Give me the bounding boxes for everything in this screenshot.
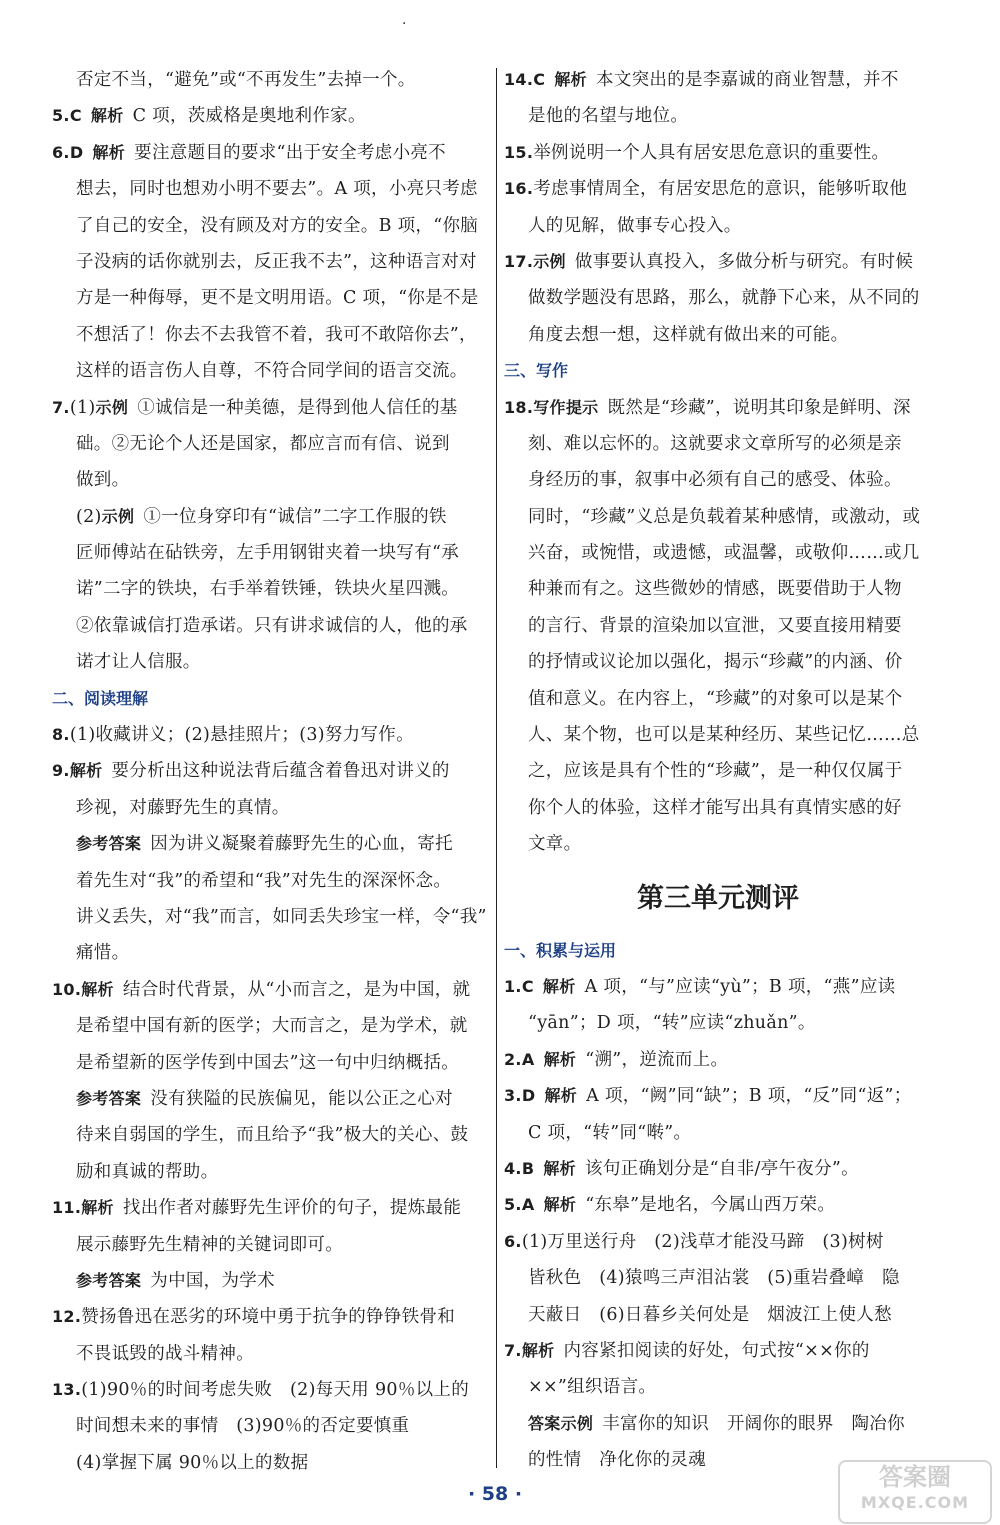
line-text: 是他的名望与地位。 bbox=[528, 106, 689, 127]
text-line bbox=[504, 681, 932, 717]
line-text: 值和意义。在内容上，“珍藏”的对象可以是某个 bbox=[528, 688, 903, 709]
text-line bbox=[52, 608, 488, 644]
question-number: 7. bbox=[52, 397, 70, 417]
line-text: 着先生对“我”的希望和“我”对先生的深深怀念。 bbox=[76, 870, 452, 891]
text-line bbox=[52, 972, 488, 1008]
section-heading: 二、阅读理解 bbox=[52, 688, 149, 708]
line-text: 考虑事情周全，有居安思危的意识，能够听取他 bbox=[533, 179, 908, 200]
line-text: 诺”二字的铁块，右手举着铁锤，铁块火星四溅。 bbox=[76, 579, 460, 600]
text-line bbox=[504, 826, 932, 862]
question-number: 17. bbox=[504, 251, 534, 271]
answer-letter: A bbox=[521, 1049, 535, 1069]
text-line bbox=[52, 1081, 488, 1117]
text-line bbox=[52, 1008, 488, 1044]
question-number: 7. bbox=[504, 1340, 522, 1360]
line-text: 既然是“珍藏”，说明其印象是鲜明、深 bbox=[607, 397, 911, 418]
text-line bbox=[52, 1154, 488, 1190]
line-text: ①一位身穿印有“诚信”二字工作服的铁 bbox=[143, 506, 447, 527]
keyword-label: 答案示例 bbox=[528, 1413, 594, 1433]
keyword-label: 解析 bbox=[543, 1195, 577, 1215]
text-line bbox=[504, 1224, 932, 1260]
text-line bbox=[52, 1263, 488, 1299]
text-line bbox=[52, 1299, 488, 1335]
text-line bbox=[52, 1190, 488, 1226]
line-text: 的性情 净化你的灵魂 bbox=[528, 1450, 706, 1471]
line-text: 兴奋，或惋惜，或遗憾，或温馨，或敬仰……或几 bbox=[528, 543, 920, 564]
question-number: 15. bbox=[504, 142, 534, 162]
keyword-label: 解析 bbox=[554, 70, 587, 89]
text-line bbox=[52, 644, 488, 680]
text-line bbox=[504, 1005, 932, 1041]
text-line bbox=[52, 390, 488, 426]
watermark-text: 答案圈 bbox=[879, 1463, 951, 1491]
keyword-label: 解析 bbox=[69, 761, 103, 781]
keyword-label: 写作提示 bbox=[533, 397, 599, 417]
text-line bbox=[504, 608, 932, 644]
line-text: 找出作者对藤野先生评价的句子，提炼最能 bbox=[122, 1198, 462, 1219]
line-text: 展示藤野先生精神的关键词即可。 bbox=[76, 1234, 343, 1255]
text-line bbox=[504, 644, 932, 680]
text-line bbox=[504, 244, 932, 280]
question-number: 9. bbox=[52, 761, 70, 781]
line-text: 不畏诋毁的战斗精神。 bbox=[76, 1343, 254, 1364]
left-column bbox=[52, 62, 488, 1481]
line-text: 的言行、背景的渲染加以宣泄，又要直接用精要 bbox=[528, 615, 902, 636]
text-line bbox=[504, 98, 932, 134]
line-text: C 项，“转”同“啭”。 bbox=[528, 1122, 692, 1143]
line-text: 之，应该是具有个性的“珍藏”，是一种仅仅属于 bbox=[528, 761, 903, 782]
line-text: 你个人的体验，这样才能写出具有真情实感的好 bbox=[528, 797, 902, 818]
text-line bbox=[504, 1042, 932, 1078]
answer-letter: A bbox=[521, 1195, 535, 1215]
line-text: A 项，“阙”同“缺”；B 项，“反”同“返”； bbox=[586, 1086, 912, 1107]
line-text: ××”组织语言。 bbox=[528, 1377, 657, 1398]
text-line bbox=[52, 1227, 488, 1263]
line-text: 人的见解，做事专心投入。 bbox=[528, 215, 742, 236]
line-text: (1)收藏讲义；(2)悬挂照片；(3)努力写作。 bbox=[69, 725, 414, 746]
question-number: 8. bbox=[52, 725, 70, 745]
line-text: 是希望中国有新的医学；大而言之，是为学术，就 bbox=[76, 1016, 468, 1037]
line-text: 方是一种侮辱，更不是文明用语。C 项，“你是不是 bbox=[76, 288, 479, 309]
text-line bbox=[504, 1333, 932, 1369]
line-text: 做到。 bbox=[76, 470, 130, 491]
text-line bbox=[504, 1187, 932, 1223]
line-text: “溯”，逆流而上。 bbox=[585, 1049, 729, 1070]
top-dot: · bbox=[402, 16, 407, 32]
keyword-label: 解析 bbox=[521, 1340, 555, 1360]
text-line bbox=[52, 244, 488, 280]
line-text: 想去，同时也想劝小明不要去”。A 项，小亮只考虑 bbox=[76, 179, 478, 200]
text-line bbox=[52, 899, 488, 935]
text-line bbox=[52, 1408, 488, 1444]
line-text: 举例说明一个人具有居安思危意识的重要性。 bbox=[533, 142, 890, 163]
text-line bbox=[52, 280, 488, 316]
keyword-label: 解析 bbox=[92, 142, 126, 162]
keyword-label: 解析 bbox=[90, 106, 124, 126]
text-line bbox=[52, 826, 488, 862]
text-line bbox=[52, 426, 488, 462]
line-text: 讲义丢失，对“我”而言，如同丢失珍宝一样，令“我” bbox=[76, 906, 487, 927]
keyword-label: 示例 bbox=[101, 506, 135, 526]
section-heading: 三、写作 bbox=[504, 361, 569, 381]
text-line bbox=[52, 935, 488, 971]
line-text: 要注意题目的要求“出于安全考虑小亮不 bbox=[134, 142, 446, 163]
question-number: 18. bbox=[504, 397, 534, 417]
text-line bbox=[504, 1369, 932, 1405]
text-line bbox=[52, 535, 488, 571]
line-text: 赞扬鲁迅在恶劣的环境中勇于抗争的铮铮铁骨和 bbox=[81, 1307, 456, 1328]
line-text: C 项，茨威格是奥地利作家。 bbox=[132, 106, 366, 127]
line-text: 本文突出的是李嘉诚的商业智慧，并不 bbox=[596, 70, 899, 90]
line-text: (2) bbox=[76, 506, 102, 527]
question-number: 6. bbox=[52, 142, 70, 162]
page-number: · 58 · bbox=[467, 1483, 523, 1505]
answer-letter: C bbox=[533, 70, 546, 89]
text-line bbox=[504, 317, 932, 353]
line-text: 要分析出这种说法背后蕴含着鲁迅对讲义的 bbox=[111, 761, 450, 782]
line-text: ①诚信是一种美德，是得到他人信任的基 bbox=[137, 397, 458, 418]
keyword-label: 解析 bbox=[542, 976, 576, 996]
text-line bbox=[504, 1260, 932, 1296]
text-line bbox=[52, 1045, 488, 1081]
text-line bbox=[504, 969, 932, 1005]
line-text: A 项，“与”应读“yù”；B 项，“燕”应读 bbox=[584, 976, 896, 997]
text-line bbox=[52, 98, 488, 134]
text-line bbox=[504, 753, 932, 789]
text-line bbox=[504, 462, 932, 498]
line-text: 角度去想一想，这样就有做出来的可能。 bbox=[528, 324, 849, 345]
question-number: 5. bbox=[504, 1195, 522, 1215]
line-text: 做事要认真投入，多做分析与研究。有时候 bbox=[574, 251, 914, 272]
text-line bbox=[52, 135, 488, 171]
line-text: 诺才让人信服。 bbox=[76, 652, 201, 673]
text-line bbox=[504, 499, 932, 535]
text-line bbox=[52, 462, 488, 498]
text-line bbox=[52, 1445, 488, 1481]
line-text: 身经历的事，叙事中必须有自己的感受、体验。 bbox=[528, 470, 902, 491]
keyword-label: 参考答案 bbox=[76, 1270, 142, 1290]
text-line bbox=[52, 863, 488, 899]
question-number: 4. bbox=[504, 1158, 522, 1178]
text-line bbox=[52, 171, 488, 207]
right-column bbox=[504, 62, 932, 1478]
keyword-label: 解析 bbox=[81, 1198, 114, 1218]
line-text: (1)90％的时间考虑失败 (2)每天用 90％以上的 bbox=[81, 1380, 470, 1401]
question-number: 5. bbox=[52, 106, 70, 126]
question-number: 6. bbox=[504, 1231, 522, 1251]
text-line bbox=[52, 62, 488, 98]
line-text: 皆秋色 (4)猿鸣三声泪沾裳 (5)重岩叠嶂 隐 bbox=[528, 1268, 900, 1289]
line-text: 种兼而有之。这些微妙的情感，既要借助于人物 bbox=[528, 579, 902, 600]
answer-letter: D bbox=[521, 1086, 536, 1106]
line-text: 时间想未来的事情 (3)90％的否定要慎重 bbox=[76, 1416, 410, 1437]
line-text: 否定不当，“避免”或“不再发生”去掉一个。 bbox=[76, 70, 416, 90]
answer-letter: D bbox=[69, 142, 84, 162]
line-text: 不想活了！你去不去我管不着，我可不敢陪你去”， bbox=[76, 324, 477, 345]
text-line bbox=[52, 1336, 488, 1372]
text-line bbox=[504, 1115, 932, 1151]
text-line bbox=[504, 535, 932, 571]
line-text: “yān”；D 项，“转”应读“zhuǎn”。 bbox=[528, 1013, 816, 1034]
question-number: 10. bbox=[52, 979, 82, 999]
column-divider bbox=[496, 68, 497, 1468]
text-line bbox=[52, 353, 488, 389]
text-line bbox=[52, 717, 488, 753]
text-line bbox=[504, 171, 932, 207]
line-text: 同时，“珍藏”义总是负载着某种感情，或激动，或 bbox=[528, 506, 921, 527]
text-line bbox=[504, 1151, 932, 1187]
keyword-label: 解析 bbox=[81, 979, 114, 999]
keyword-label: 解析 bbox=[543, 1158, 576, 1178]
question-number: 12. bbox=[52, 1307, 82, 1327]
answer-letter: C bbox=[521, 976, 534, 996]
section-heading: 一、积累与运用 bbox=[504, 940, 617, 960]
text-line bbox=[52, 753, 488, 789]
text-line bbox=[504, 135, 932, 171]
text-line bbox=[52, 1117, 488, 1153]
line-text: 子没病的话你就别去，反正我不去”，这种语言对对 bbox=[76, 251, 477, 272]
line-text: (4)掌握下属 90％以上的数据 bbox=[76, 1452, 309, 1473]
line-text: 这样的语言伤人自尊，不符合同学间的语言交流。 bbox=[76, 361, 468, 382]
line-text: 因为讲义凝聚着藤野先生的心血，寄托 bbox=[150, 834, 453, 855]
line-text: 没有狭隘的民族偏见，能以公正之心对 bbox=[150, 1088, 453, 1109]
line-text: 础。②无论个人还是国家，都应言而有信、说到 bbox=[76, 433, 450, 454]
unit-title: 第三单元测评 bbox=[637, 882, 799, 914]
question-number: 1. bbox=[504, 976, 522, 996]
keyword-label: 参考答案 bbox=[76, 834, 142, 854]
question-number: 3. bbox=[504, 1086, 522, 1106]
question-number: 2. bbox=[504, 1049, 522, 1069]
text-line bbox=[504, 571, 932, 607]
text-line bbox=[504, 1406, 932, 1442]
line-text: 该句正确划分是“自非/亭午夜分”。 bbox=[585, 1158, 859, 1179]
line-text: 励和真诚的帮助。 bbox=[76, 1161, 219, 1182]
text-line bbox=[504, 1297, 932, 1333]
line-text: 内容紧扣阅读的好处，句式按“××你的 bbox=[563, 1340, 870, 1361]
line-text: 刻、难以忘怀的。这就要求文章所写的必须是亲 bbox=[528, 433, 902, 454]
line-text: 了自己的安全，没有顾及对方的安全。B 项，“你脑 bbox=[76, 215, 479, 236]
line-text: 的抒情或议论加以强化，揭示“珍藏”的内涵、价 bbox=[528, 652, 903, 673]
watermark-url: MXQE.COM bbox=[860, 1493, 970, 1512]
line-text: 结合时代背景，从“小而言之，是为中国，就 bbox=[122, 979, 471, 1000]
text-line bbox=[52, 317, 488, 353]
text-line bbox=[504, 426, 932, 462]
line-text: 做数学题没有思路，那么，就静下心来，从不同的 bbox=[528, 288, 920, 309]
line-text: 痛惜。 bbox=[76, 943, 130, 964]
question-number: 13. bbox=[52, 1380, 82, 1400]
keyword-label: 示例 bbox=[95, 397, 129, 417]
text-line bbox=[504, 208, 932, 244]
line-text: (1) bbox=[69, 397, 96, 418]
text-line bbox=[504, 62, 932, 98]
keyword-label: 示例 bbox=[533, 251, 566, 271]
keyword-label: 解析 bbox=[544, 1086, 578, 1106]
keyword-label: 参考答案 bbox=[76, 1088, 142, 1108]
question-number: 11. bbox=[52, 1198, 82, 1218]
text-line bbox=[52, 790, 488, 826]
question-number: 14. bbox=[504, 70, 534, 89]
text-line bbox=[52, 1372, 488, 1408]
line-text: 是希望新的医学传到中国去”这一句中归纳概括。 bbox=[76, 1052, 460, 1073]
line-text: 珍视，对藤野先生的真情。 bbox=[76, 797, 290, 818]
line-text: 文章。 bbox=[528, 834, 582, 855]
text-line bbox=[504, 390, 932, 426]
line-text: 天蔽日 (6)日暮乡关何处是 烟波江上使人愁 bbox=[528, 1304, 892, 1325]
line-text: 匠师傅站在砧铁旁，左手用钢钳夹着一块写有“承 bbox=[76, 543, 460, 564]
text-line bbox=[52, 499, 488, 535]
text-line bbox=[504, 280, 932, 316]
keyword-label: 解析 bbox=[543, 1049, 577, 1069]
text-line bbox=[504, 790, 932, 826]
text-line bbox=[52, 571, 488, 607]
answer-letter: C bbox=[69, 106, 82, 126]
question-number: 16. bbox=[504, 179, 534, 199]
line-text: ②依靠诚信打造承诺。只有讲求诚信的人，他的承 bbox=[76, 615, 468, 636]
line-text: “东皋”是地名，今属山西万荣。 bbox=[585, 1195, 836, 1216]
line-text: 待来自弱国的学生，而且给予“我”极大的关心、鼓 bbox=[76, 1125, 469, 1146]
line-text: 丰富你的知识 开阔你的眼界 陶冶你 bbox=[602, 1413, 905, 1434]
text-line bbox=[52, 208, 488, 244]
text-line bbox=[504, 717, 932, 753]
watermark-logo bbox=[838, 1460, 992, 1524]
line-text: (1)万里送行舟 (2)浅草才能没马蹄 (3)树树 bbox=[521, 1231, 884, 1252]
answer-letter: B bbox=[521, 1158, 535, 1178]
text-line bbox=[504, 1078, 932, 1114]
line-text: 为中国，为学术 bbox=[150, 1270, 275, 1291]
line-text: 人、某个物，也可以是某种经历、某些记忆……总 bbox=[528, 725, 920, 746]
